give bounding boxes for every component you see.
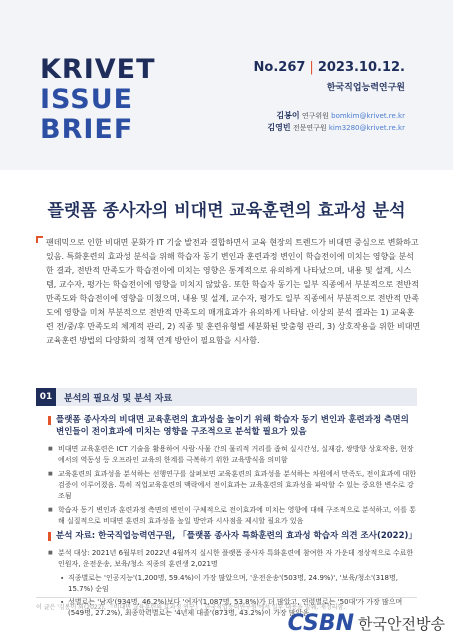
author-1 (267, 110, 405, 122)
author-list (267, 110, 405, 134)
watermark-text: 한국안전방송 (358, 615, 445, 633)
logo-line-1: KRIVET (40, 54, 156, 85)
logo-line-3: BRIEF (40, 114, 134, 145)
bullet-item: ■ 분석 대상: 2021년 6월부터 2022년 4월까지 실시한 플랫폼 종사자 특화훈련에 참여한 자 가운데 정상적으로 수료한 인원자, 운전운송, 보육/청소 직종의 훈련생 2,021명 (48, 548, 418, 570)
data-source-statement: 분석 자료: 한국직업능력연구원, 「플랫폼 종사자 특화훈련의 효과성 학습자 의견 조사(2022)」 (48, 530, 418, 542)
csbn-logo: CSBN (287, 611, 355, 636)
author-name: 김영빈 (267, 123, 291, 132)
summary-text: 팬데믹으로 인한 비대면 문화가 IT 기술 발전과 결합하면서 교육 현장의 트렌드가 비대면 중심으로 변화하고 있음. 특화훈련의 효과성 분석을 위해 학습자 동기 변인과 훈련과정 변인이 학습전이에 미치는 영향을 분석한 결과, 전반적 만족도가 학습전이에 미치는 영향은 통계적으로 유의하게 나타났으며, 내용 및 설계, 시스템, 교수자, 평가는 학습전이에 영향을 미치지 않았음. 또한 학습자 동기는 일부 직종에서 부분적으로 전반적 만족도와 학습전이에 영향을 미쳤으며, 내용 및 설계, 교수자, 평가도 일부 직종에서 부분적으로 전반적 만족도에 영향을 미쳐 부분적으로 전반적 만족도의 매개효과가 유의하게 나타남. 이상의 분석 결과는 1) 교육훈련 전/중/후 만족도의 체계적 관리, 2) 직종 및 훈련유형별 세분화된 맞춤형 관리, 3) 상호작용을 위한 비대면 교육훈련 방법의 다양화의 정책 연계 방안이 필요함을 시사함. (46, 238, 421, 345)
issue-number (254, 60, 405, 75)
section-number: 01 (36, 388, 56, 406)
section-header (36, 388, 417, 406)
bullet-item: ■ 비대면 교육훈련은 ICT 기술을 활용하여 사람·사물 간의 물리적 거리를 좁혀 실시간성, 실재감, 쌍방향 상호작용, 현장에서의 역동성 등 오프라인 교육의 한계를 극복하기 위한 교육방식을 의미함 (48, 444, 418, 466)
organization-name: 한국직업능력연구원 (326, 83, 405, 93)
summary-box (36, 236, 421, 348)
document-title: 플랫폼 종사자의 비대면 교육훈련의 효과성 분석 (47, 201, 406, 221)
watermark (288, 611, 445, 636)
issue-no: No.267 (253, 60, 306, 75)
bullet-item: ■ 학습자 동기 변인과 훈련과정 측면의 변인이 구체적으로 전이효과에 미치는 영향에 대해 구조적으로 분석하고, 이를 통해 실질적으로 비대면 훈련의 효과성을 높일 방안과 시사점을 제시할 필요가 있음 (48, 505, 418, 527)
krivet-issue-brief-logo (40, 54, 156, 150)
author-role: 전문연구원 (292, 124, 327, 132)
section-title: 분석의 필요성 및 분석 자료 (64, 393, 173, 404)
author-name: 김봉이 (276, 111, 300, 120)
author-email[interactable]: bomkim@krivet.re.kr (331, 112, 405, 120)
author-email[interactable]: kim3280@krivet.re.kr (328, 124, 405, 132)
author-role: 연구위원 (301, 112, 329, 120)
logo-line-2: ISSUE (40, 84, 134, 115)
divider: | (309, 60, 314, 75)
footnote: 이 글은 '김봉이 외(2022), 『비대면 교육훈련의 효과성 연구』, 한국직업능력연구원'에서 일부 내용을 발췌, 재정리함. (36, 597, 417, 611)
bullet-item: ■ 교육훈련의 효과성을 분석하는 선행연구를 살펴보면 교육훈련의 효과성을 분석하는 차원에서 만족도, 전이효과에 대한 검증이 이루어졌음. 특히 직업교육훈련의 맥락에서 전이효과는 교육훈련의 효과성을 파악할 수 있는 중요한 변수로 강조됨 (48, 469, 418, 502)
section-body (48, 414, 418, 621)
sub-bullet: ∙ 직종별로는 '인공지능'(1,200명, 59.4%)이 가장 많았으며, '운전운송'(503명, 24.9%)', '보육/청소'(318명, 15.7%) 순임 (48, 573, 418, 595)
highlight-statement: 플랫폼 종사자의 비대면 교육훈련의 효과성을 높이기 위해 학습자 동기 변인과 훈련과정 측면의 변인들이 전이효과에 미치는 영향을 구조적으로 분석할 필요가 있음 (48, 414, 418, 438)
author-2 (267, 122, 405, 134)
header-band (0, 0, 453, 170)
sub-bullet: ∙ 성별로는 '남자'(934명, 46.2%)보다 '여자'(1,087명, 53.8%)가 더 많았고, 연령별로는 '50대'가 가장 많으며(549명, 27.2%), 최종학력별로는 '4년제 대졸'(873명, 43.2%)이 가장 많았음 (48, 597, 418, 619)
issue-date: 2023.10.12. (317, 60, 405, 75)
corner-mark (36, 236, 43, 243)
